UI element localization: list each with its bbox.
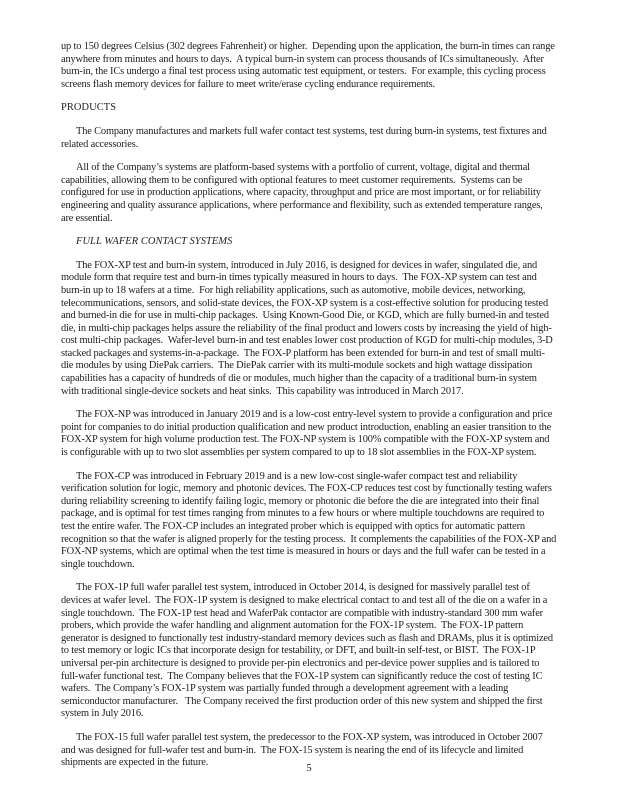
paragraph-fox-xp-system: The FOX-XP test and burn-in system, introduced in July 2016, is designed for devices in wafer, singulated die, and module form that require test and burn-in times typically measured in hours to days. The FOX-XP system can test and burn-in up to 18 wafers at a time. For high reliability applications, such as automotive, mobile devices, networking, telecommunications, sensors, and solid-state devices, the FOX-XP system is a cost-effective solution for producing tested and burned-in die for use in multi-chip packages. Using Known-Good Die, or KGD, which are fully burned-in and tested die, in multi-chip packages helps assure the reliability of the final product and lowers costs by increasing the yield of high-cost multi-chip packages. Wafer-level burn-in and test enables lower cost production of KGD for multi-chip modules, 3-D stacked packages and systems-in-a-package. The FOX-P platform has been extended for burn-in and test of small multi-die modules by using DiePak carriers. The DiePak carrier with its multi-module sockets and high wattage dissipation capabilities has a capacity of hundreds of die or modules, much higher than the capacity of a traditional burn-in system with traditional single-device sockets and heat sinks. This capability was introduced in March 2017. xyxy=(61,259,556,397)
paragraph-burn-in-continuation: up to 150 degrees Celsius (302 degrees Fahrenheit) or higher. Depending upon the application, the burn-in times can range anywhere from minutes and hours to days. A typical burn-in system can process thousands of ICs simultaneously. After burn-in, the ICs undergo a final test process using automatic test equipment, or testers. For example, this cycling process screens flash memory devices for failure to meet write/erase cycling endurance requirements. xyxy=(61,41,558,90)
page-number: 5 xyxy=(306,763,312,775)
paragraph-fox-15-system: The FOX-15 full wafer parallel test system, the predecessor to the FOX-XP system, was introduced in October 2007 and was designed for full-wafer test and burn-in. The FOX-15 system is nearing the end of its lifecycle and limited shipments are expected in the future. xyxy=(61,731,546,769)
paragraph-fox-cp-system: The FOX-CP was introduced in February 2019 and is a new low-cost single-wafer compact test and reliability verification solution for logic, memory and photonic devices. The FOX-CP reduces test cost by functionally testing wafers during reliability screening to identify failing logic, memory or photonic die before the die are integrated into their final package, and is optimal for test times ranging from minutes to a few hours or where multiple touchdowns are required to test the entire wafer. The FOX-CP includes an integrated prober which is equipped with optics for automatic pattern recognition so that the wafer is aligned properly for the testing process. It complements the capabilities of the FOX-XP and FOX-NP systems, which are optimal when the test time is measured in hours or days and the full wafer can be tested in a single touchdown. xyxy=(61,470,559,570)
paragraph-fox-1p-system: The FOX-1P full wafer parallel test system, introduced in October 2014, is designed for massively parallel test of devices at wafer level. The FOX-1P system is designed to make electrical contact to and test all of the die on a wafer in a single touchdown. The FOX-1P test head and WaferPak contactor are compatible with industry-standard 300 mm wafer probers, which provide the wafer handling and alignment automation for the FOX-1P system. The FOX-1P pattern generator is designed to functionally test industry-standard memory devices such as flash and DRAMs, plus it is optimized to test memory or logic ICs that incorporate design for testability, or DFT, and built-in self-test, or BIST. The FOX-1P universal per-pin architecture is designed to provide per-pin electronics and per-device power supplies and is tailored to full-wafer functional test. The Company believes that the FOX-1P system can significantly reduce the cost of testing IC wafers. The Company’s FOX-1P system was partially funded through a development agreement with a leading semiconductor manufacturer. The Company received the first production order of this new system and shipped the first system in July 2016. xyxy=(61,582,556,720)
paragraph-company-products: The Company manufactures and markets full wafer contact test systems, test during burn-in systems, test fixtures and related accessories. xyxy=(61,125,550,150)
paragraph-fox-np-system: The FOX-NP was introduced in January 2019 and is a low-cost entry-level system to provide a configuration and price point for companies to do initial production qualification and new product introduction, enabling an easier transition to the FOX-XP system for high volume production test. The FOX-NP system is 100% compatible with the FOX-XP system and is configurable with up to two slot assemblies per system compared to up to 18 slot assemblies in the FOX-XP system. xyxy=(61,409,555,459)
section-heading-full-wafer-contact-systems: FULL WAFER CONTACT SYSTEMS xyxy=(76,236,233,248)
section-heading-products: PRODUCTS xyxy=(61,102,117,114)
paragraph-platform-systems: All of the Company’s systems are platform-based systems with a portfolio of current, voltage, digital and thermal capabilities, allowing them to be configured with optional features to meet customer requirements. Systems can be configured for use in production applications, where capacity, throughput and price are most important, or for reliability engineering and quality assurance applications, where performance and flexibility, such as extended temperature ranges, are essential. xyxy=(61,162,546,224)
